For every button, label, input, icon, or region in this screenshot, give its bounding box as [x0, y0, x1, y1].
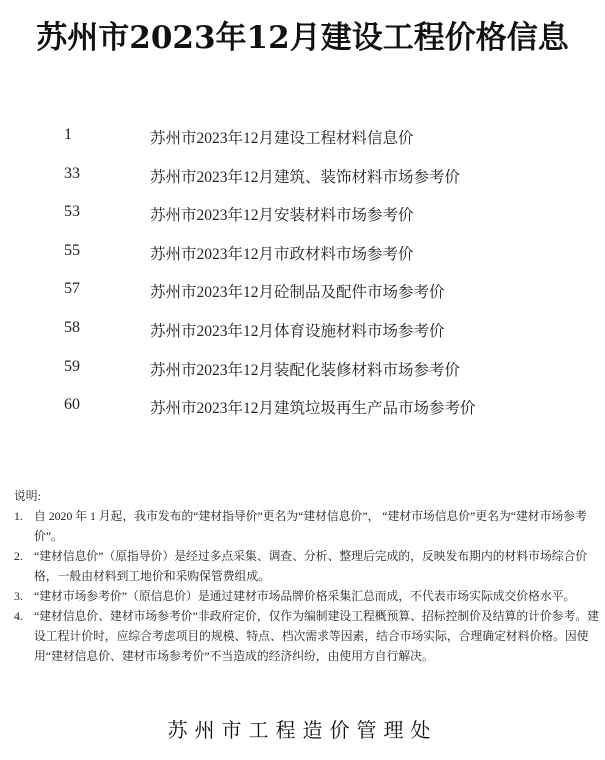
- toc-entry-title: 苏州市2023年12月体育设施材料市场参考价: [150, 322, 445, 340]
- note-number: 2.: [14, 549, 23, 563]
- toc-entry: [0, 319, 605, 358]
- note-number: 4.: [14, 609, 23, 623]
- toc-entry: [0, 396, 605, 435]
- note-text: 自 2020 年 1 月起，我市发布的“建材指导价”更名为“建材信息价”， “建材市场信息价”更名为“建材市场参考价”。: [34, 509, 587, 543]
- note-item: [14, 606, 599, 666]
- note-item: [14, 546, 599, 586]
- note-text: “建材市场参考价”（原信息价）是通过建材市场品牌价格采集汇总而成，不代表市场实际成交价格水平。: [34, 589, 576, 603]
- note-text: “建材信息价”（原指导价）是经过多点采集、调查、分析、整理后完成的，反映发布期内的材料市场综合价格，一般由材料到工地价和采购保管费组成。: [34, 549, 588, 583]
- toc-entry: [0, 126, 605, 165]
- document-title: 苏州市2023年12月建设工程价格信息: [36, 20, 569, 56]
- toc-page-number: 53: [64, 203, 80, 221]
- toc-entry: [0, 358, 605, 397]
- toc-entry-title: 苏州市2023年12月砼制品及配件市场参考价: [150, 284, 445, 302]
- toc-page-number: 55: [64, 241, 80, 259]
- toc-page-number: 59: [64, 357, 80, 375]
- toc-entry-title: 苏州市2023年12月装配化装修材料市场参考价: [150, 361, 461, 379]
- notes-heading: 说明:: [14, 489, 41, 503]
- toc-entry: [0, 280, 605, 319]
- note-number: 3.: [14, 589, 23, 603]
- table-of-contents: [0, 126, 605, 435]
- toc-entry: [0, 165, 605, 204]
- toc-page-number: 57: [64, 280, 80, 298]
- toc-entry-title: 苏州市2023年12月建筑、装饰材料市场参考价: [150, 168, 461, 186]
- note-number: 1.: [14, 509, 23, 523]
- note-item: [14, 586, 599, 606]
- toc-entry-title: 苏州市2023年12月市政材料市场参考价: [150, 245, 414, 263]
- note-text: “建材信息价、建材市场参考价”非政府定价，仅作为编制建设工程概预算、招标控制价及结算的计价参考。建设工程计价时，应综合考虑项目的规模、特点、档次需求等因素，结合市场实际，合理确定材料价格。因使用“建材信息价、建材市场参考价”不当造成的经济纠纷，由使用方自行解决。: [34, 609, 599, 663]
- issuing-organization: 苏州市工程造价管理处: [167, 718, 438, 742]
- toc-entry: [0, 203, 605, 242]
- toc-entry-title: 苏州市2023年12月建设工程材料信息价: [150, 130, 414, 147]
- toc-page-number: 60: [64, 396, 80, 414]
- toc-page-number: 1: [64, 126, 72, 143]
- note-item: [14, 506, 599, 546]
- toc-entry-title: 苏州市2023年12月安装材料市场参考价: [150, 207, 414, 225]
- toc-page-number: 33: [64, 164, 80, 182]
- notes-section: [14, 486, 599, 666]
- toc-entry: [0, 242, 605, 281]
- toc-page-number: 58: [64, 318, 80, 336]
- toc-entry-title: 苏州市2023年12月建筑垃圾再生产品市场参考价: [150, 400, 476, 418]
